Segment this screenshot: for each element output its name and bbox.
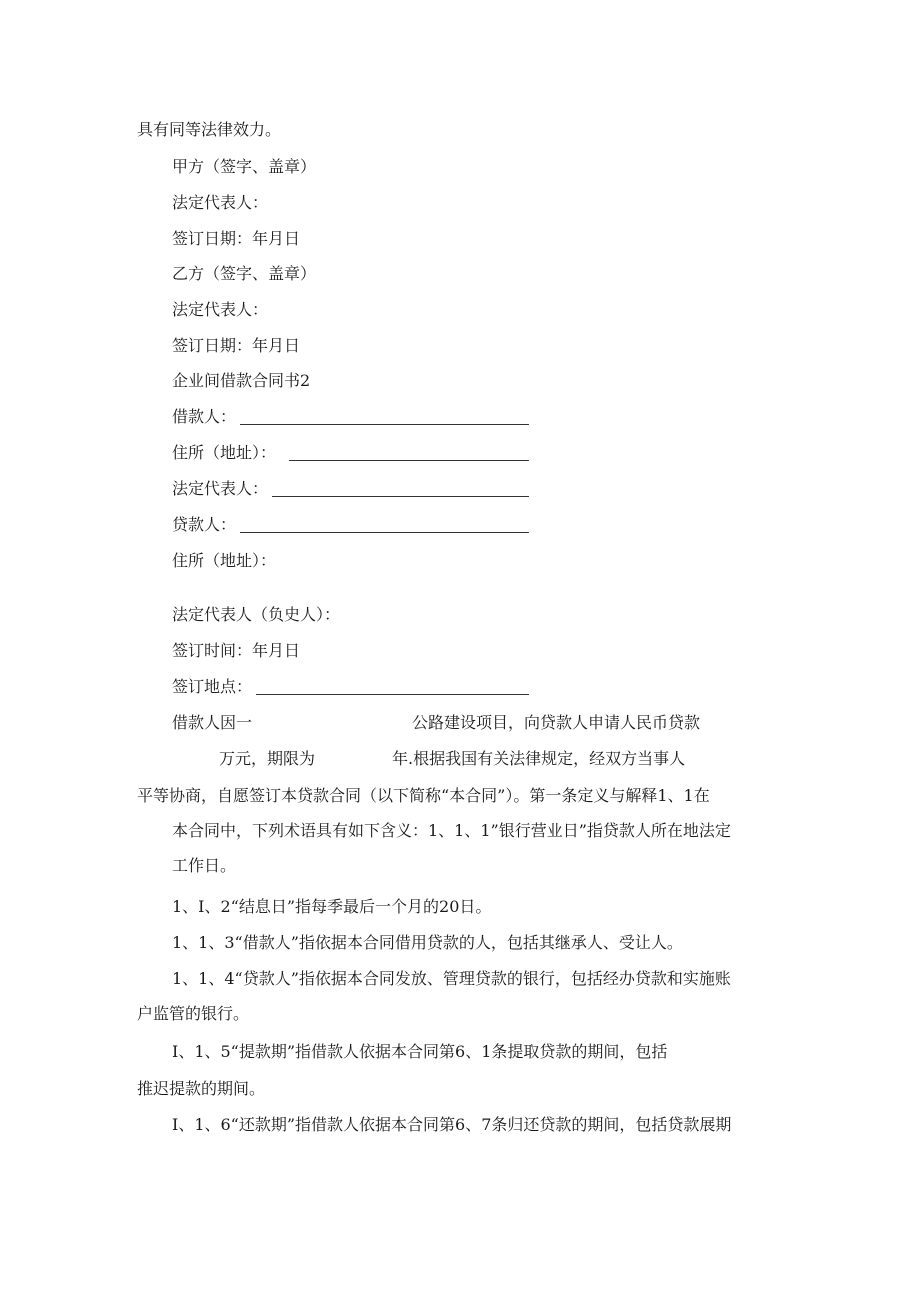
- text-line: I、1、5“提款期”指借款人依据本合同第6、1条提取贷款的期间，包括: [172, 1042, 668, 1061]
- lender-address-label: 住所（地址）：: [172, 551, 277, 570]
- text-line: I、1、6“还款期”指借款人依据本合同第6、7条归还贷款的期间，包括贷款展期: [172, 1115, 732, 1134]
- text-line: 工作日。: [172, 856, 237, 875]
- party-a-legal-rep: 法定代表人：: [172, 193, 269, 212]
- borrower-label: 借款人：: [172, 407, 237, 426]
- party-a-signature: 甲方（签字、盖章）: [172, 157, 317, 176]
- party-b-signature: 乙方（签字、盖章）: [172, 264, 317, 283]
- lender-label: 贷款人：: [172, 515, 237, 534]
- lender-legal-rep-label: 法定代表人（负史人）：: [172, 605, 341, 624]
- text-line: 1、1、3“借款人”指依据本合同借用贷款的人，包括其继承人、受让人。: [172, 933, 683, 952]
- sign-place-blank: [256, 694, 529, 695]
- sign-place-label: 签订地点：: [172, 677, 253, 696]
- text-line: 平等协商，自愿签订本贷款合同（以下简称“本合同”）。第一条定义与解释1、1在: [137, 786, 710, 805]
- party-a-sign-date: 签订日期：年月日: [172, 229, 301, 248]
- party-b-sign-date: 签订日期：年月日: [172, 336, 301, 355]
- borrower-address-blank: [289, 460, 529, 461]
- borrower-legal-rep-label: 法定代表人：: [172, 479, 269, 498]
- text-line: 户监管的银行。: [137, 1004, 250, 1023]
- borrower-blank: [240, 424, 529, 425]
- contract-title: 企业间借款合同书2: [172, 371, 311, 390]
- lender-blank: [240, 532, 529, 533]
- text-line: 推迟提款的期间。: [137, 1079, 266, 1098]
- borrower-address-label: 住所（地址）：: [172, 443, 277, 462]
- text-line: 具有同等法律效力。: [137, 120, 282, 139]
- borrower-legal-rep-blank: [272, 496, 529, 497]
- text-line: 1、1、4“贷款人”指依据本合同发放、管理贷款的银行，包括经办贷款和实施账: [172, 969, 731, 988]
- text-line: 公路建设项目，向贷款人申请人民币贷款: [412, 713, 701, 732]
- text-line: 1、I、2“结息日”指每季最后一个月的20日。: [172, 897, 492, 916]
- text-line: 本合同中，下列术语具有如下含义：1、1、1”银行营业日”指贷款人所在地法定: [172, 821, 731, 840]
- text-line: 万元，期限为: [219, 749, 316, 768]
- sign-time: 签订时间：年月日: [172, 641, 301, 660]
- party-b-legal-rep: 法定代表人：: [172, 300, 269, 319]
- text-line: 借款人因一: [172, 713, 253, 732]
- text-line: 年.根据我国有关法律规定，经双方当事人: [392, 749, 686, 768]
